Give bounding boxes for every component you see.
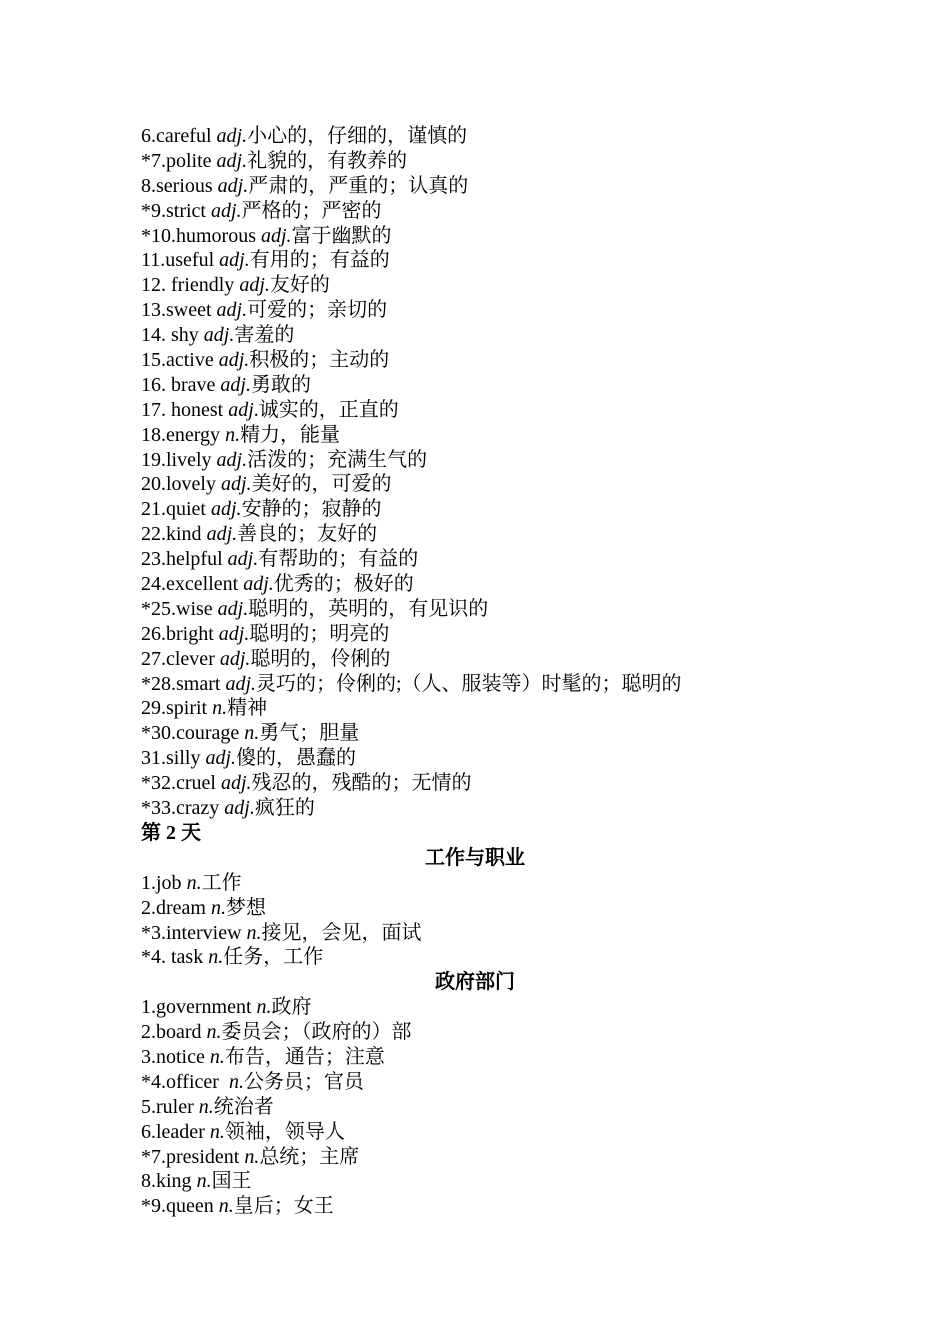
vocab-entry xyxy=(141,248,861,273)
vocab-entry xyxy=(141,721,861,746)
vocab-entry xyxy=(141,672,861,697)
entry-word: *3.interview xyxy=(141,921,247,944)
entry-part-of-speech: n. xyxy=(209,1120,225,1143)
entry-meaning: 优秀的；极好的 xyxy=(273,573,414,596)
entry-word: 8.serious xyxy=(141,174,218,197)
vocab-entry xyxy=(141,945,861,970)
vocab-entry xyxy=(141,149,861,174)
entry-word: 31.silly xyxy=(141,747,206,770)
vocab-entry xyxy=(141,348,861,373)
entry-part-of-speech: n. xyxy=(198,1095,214,1118)
entry-meaning: 友好的 xyxy=(269,274,330,297)
vocab-entry xyxy=(141,1045,861,1070)
vocab-entry xyxy=(141,373,861,398)
entry-meaning: 善良的；友好的 xyxy=(237,523,378,546)
vocab-entry xyxy=(141,547,861,572)
vocab-entry xyxy=(141,199,861,224)
entry-part-of-speech: adj. xyxy=(216,125,248,147)
entry-part-of-speech: n. xyxy=(225,423,241,446)
entry-part-of-speech: adj. xyxy=(243,573,274,596)
entry-part-of-speech: adj. xyxy=(206,523,238,546)
vocab-entry xyxy=(141,1095,861,1120)
vocab-entry xyxy=(141,921,861,946)
entry-word: 27.clever xyxy=(141,647,220,670)
vocab-entry xyxy=(141,871,861,896)
vocab-entry xyxy=(141,273,861,298)
entry-meaning: 聪明的，伶俐的 xyxy=(250,647,391,670)
entry-word: 6.careful xyxy=(141,125,217,147)
entry-word: 20.lovely xyxy=(141,473,221,496)
entry-part-of-speech: n. xyxy=(208,946,224,969)
entry-part-of-speech: adj. xyxy=(221,473,252,496)
entry-meaning: 梦想 xyxy=(225,896,266,919)
entry-meaning: 美好的，可爱的 xyxy=(251,473,392,496)
entry-part-of-speech: adj. xyxy=(227,548,259,571)
entry-part-of-speech: adj. xyxy=(217,597,249,620)
vocab-entry xyxy=(141,124,861,149)
entry-meaning: 领袖，领导人 xyxy=(224,1120,345,1143)
vocab-entry xyxy=(141,224,861,249)
entry-word: 5.ruler xyxy=(141,1095,199,1118)
entry-word: 19.lively xyxy=(141,448,217,471)
entry-part-of-speech: n. xyxy=(212,697,228,720)
entry-meaning: .诚实的，正直的 xyxy=(253,398,399,421)
vocab-entry xyxy=(141,472,861,497)
vocab-entry xyxy=(141,796,861,821)
entry-meaning: 政府 xyxy=(271,996,312,1019)
vocab-entry xyxy=(141,1145,861,1170)
entry-meaning: 可爱的；亲切的 xyxy=(247,299,388,322)
entry-meaning: 傻的，愚蠢的 xyxy=(236,747,357,770)
vocab-entry xyxy=(141,572,861,597)
entry-meaning: 精神 xyxy=(227,697,268,720)
entry-part-of-speech: n. xyxy=(228,1070,244,1093)
entry-meaning: 委员会；（政府的）部 xyxy=(221,1021,412,1044)
entry-meaning: 残忍的，残酷的；无情的 xyxy=(251,772,472,795)
entry-word: 23.helpful xyxy=(141,548,228,571)
entry-meaning: 聪明的；明亮的 xyxy=(249,622,390,645)
government-word-list xyxy=(141,995,861,1219)
entry-word: 18.energy xyxy=(141,423,226,446)
entry-meaning: 任务，工作 xyxy=(223,946,324,969)
vocab-entry xyxy=(141,647,861,672)
entry-meaning: 礼貌的，有教养的 xyxy=(247,149,408,172)
vocab-entry xyxy=(141,1020,861,1045)
entry-part-of-speech: n. xyxy=(244,1145,260,1168)
vocab-entry xyxy=(141,448,861,473)
entry-word: 24.excellent xyxy=(141,573,244,596)
vocab-entry xyxy=(141,995,861,1020)
entry-part-of-speech: adj. xyxy=(220,373,251,396)
entry-part-of-speech: adj. xyxy=(224,797,255,820)
entry-part-of-speech: adj. xyxy=(205,747,237,770)
day-heading: 第 2 天 xyxy=(141,821,201,844)
vocab-entry xyxy=(141,622,861,647)
entry-meaning: 灵巧的；伶俐的;（人、服装等）时髦的；聪明的 xyxy=(256,672,682,695)
work-word-list xyxy=(141,871,861,971)
entry-meaning: 统治者 xyxy=(213,1095,274,1118)
vocab-entry xyxy=(141,746,861,771)
entry-meaning: 精力，能量 xyxy=(240,423,341,446)
day1-word-list xyxy=(141,124,861,821)
entry-meaning: 积极的；主动的 xyxy=(249,349,390,372)
entry-meaning: 接见，会见，面试 xyxy=(261,921,422,944)
section-heading-work xyxy=(141,846,861,871)
entry-meaning: 有帮助的；有益的 xyxy=(258,548,419,571)
entry-meaning: 工作 xyxy=(201,871,242,894)
entry-part-of-speech: adj. xyxy=(211,199,242,222)
vocab-entry xyxy=(141,423,861,448)
entry-word: *7.polite xyxy=(141,149,217,172)
entry-part-of-speech: adj. xyxy=(217,174,249,197)
vocab-entry xyxy=(141,1169,861,1194)
entry-meaning: 皇后；女王 xyxy=(233,1195,334,1218)
vocab-entry xyxy=(141,696,861,721)
entry-word: *9.strict xyxy=(141,199,211,222)
vocab-entry xyxy=(141,771,861,796)
entry-part-of-speech: adj xyxy=(228,398,254,421)
entry-word: *7.president xyxy=(141,1145,245,1168)
entry-meaning: 严格的；严密的 xyxy=(241,199,382,222)
entry-part-of-speech: n. xyxy=(209,1045,225,1068)
vocab-entry xyxy=(141,896,861,921)
vocabulary-document xyxy=(141,124,861,1219)
entry-part-of-speech: adj. xyxy=(216,448,248,471)
entry-meaning: 国王 xyxy=(211,1170,252,1193)
entry-meaning: 疯狂的 xyxy=(254,797,315,820)
entry-word: 6.leader xyxy=(141,1120,210,1143)
entry-part-of-speech: n. xyxy=(244,722,260,745)
entry-part-of-speech: adj. xyxy=(225,672,256,695)
entry-word: *25.wise xyxy=(141,597,218,620)
entry-part-of-speech: n. xyxy=(210,896,226,919)
entry-part-of-speech: n. xyxy=(246,921,262,944)
entry-meaning: 小心的，仔细的，谨慎的 xyxy=(247,125,468,147)
entry-word: 26.bright xyxy=(141,622,219,645)
entry-word: 13.sweet xyxy=(141,299,217,322)
entry-word: *9.queen xyxy=(141,1195,219,1218)
entry-part-of-speech: n. xyxy=(186,871,202,894)
entry-meaning: 严肃的，严重的；认真的 xyxy=(248,174,469,197)
entry-part-of-speech: n. xyxy=(196,1170,212,1193)
entry-meaning: 聪明的，英明的，有见识的 xyxy=(248,597,489,620)
entry-part-of-speech: n. xyxy=(206,1021,222,1044)
entry-word: 11.useful xyxy=(141,249,220,272)
entry-part-of-speech: n. xyxy=(218,1195,234,1218)
entry-word: *33.crazy xyxy=(141,797,225,820)
entry-word: 12. friendly xyxy=(141,274,240,297)
entry-part-of-speech: adj. xyxy=(219,249,250,272)
vocab-entry xyxy=(141,522,861,547)
entry-word: 16. brave xyxy=(141,373,221,396)
entry-meaning: 害羞的 xyxy=(234,324,295,347)
entry-word: 2.board xyxy=(141,1021,207,1044)
vocab-entry xyxy=(141,497,861,522)
entry-part-of-speech: adj. xyxy=(218,622,250,645)
entry-word: *32.cruel xyxy=(141,772,221,795)
entry-meaning: 活泼的；充满生气的 xyxy=(247,448,428,471)
entry-part-of-speech: adj. xyxy=(216,149,248,172)
entry-part-of-speech: adj. xyxy=(239,274,270,297)
vocab-entry xyxy=(141,1070,861,1095)
entry-part-of-speech: adj. xyxy=(261,224,292,247)
vocab-entry xyxy=(141,174,861,199)
entry-part-of-speech: n. xyxy=(256,996,272,1019)
entry-part-of-speech: adj. xyxy=(203,324,235,347)
entry-word: *30.courage xyxy=(141,722,245,745)
entry-word: 2.dream xyxy=(141,896,211,919)
section-title-government: 政府部门 xyxy=(435,971,515,994)
entry-word: 17. honest xyxy=(141,398,229,421)
entry-part-of-speech: adj. xyxy=(218,349,250,372)
entry-word: 29.spirit xyxy=(141,697,213,720)
entry-meaning: 安静的；寂静的 xyxy=(241,498,382,521)
section-heading-government xyxy=(141,970,861,995)
entry-word: 21.quiet xyxy=(141,498,211,521)
entry-meaning: 有用的；有益的 xyxy=(249,249,390,272)
entry-part-of-speech: adj. xyxy=(219,647,251,670)
entry-part-of-speech: adj. xyxy=(216,299,248,322)
entry-word: 1.job xyxy=(141,871,187,894)
entry-part-of-speech: adj. xyxy=(220,772,252,795)
vocab-entry xyxy=(141,597,861,622)
entry-word: 14. shy xyxy=(141,324,204,347)
entry-word: 15.active xyxy=(141,349,219,372)
entry-part-of-speech: adj. xyxy=(211,498,242,521)
entry-word: 8.king xyxy=(141,1170,197,1193)
entry-word: *10.humorous xyxy=(141,224,261,247)
entry-meaning: 布告，通告；注意 xyxy=(224,1045,385,1068)
entry-meaning: 总统；主席 xyxy=(259,1145,360,1168)
entry-meaning: 公务员；官员 xyxy=(243,1070,364,1093)
entry-word: *4. task xyxy=(141,946,209,969)
entry-word: 1.government xyxy=(141,996,257,1019)
entry-meaning: 富于幽默的 xyxy=(291,224,392,247)
vocab-entry xyxy=(141,1120,861,1145)
vocab-entry xyxy=(141,398,861,423)
section-title-work: 工作与职业 xyxy=(425,846,525,869)
vocab-entry xyxy=(141,1194,861,1219)
entry-word: 3.notice xyxy=(141,1045,210,1068)
entry-word: *28.smart xyxy=(141,672,226,695)
entry-meaning: 勇敢的 xyxy=(250,373,311,396)
entry-word: 22.kind xyxy=(141,523,207,546)
vocab-entry xyxy=(141,298,861,323)
entry-meaning: 勇气；胆量 xyxy=(259,722,360,745)
entry-word: *4.officer xyxy=(141,1070,229,1093)
vocab-entry xyxy=(141,323,861,348)
